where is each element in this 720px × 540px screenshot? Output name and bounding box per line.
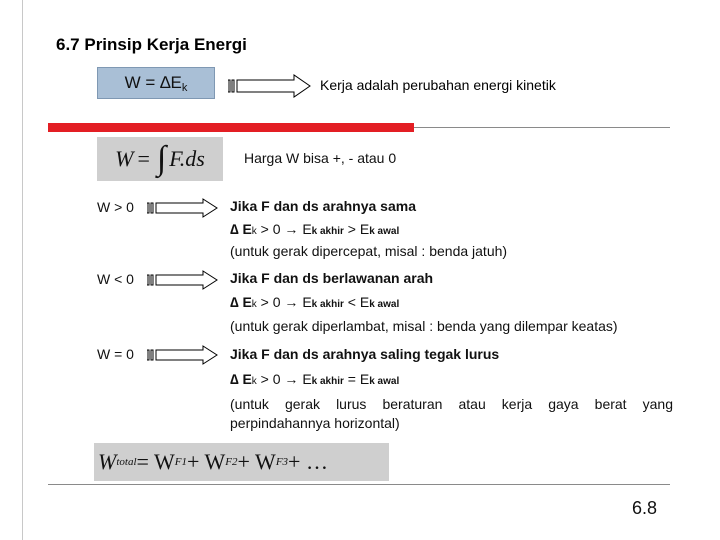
case-heading-positive: Jika F dan ds arahnya sama <box>230 198 416 214</box>
work-energy-box <box>97 67 215 99</box>
case-label-negative: W < 0 <box>97 271 134 287</box>
red-divider-bar <box>48 123 414 132</box>
case-heading-zero: Jika F dan ds arahnya saling tegak lurus <box>230 346 500 362</box>
page-number: 6.8 <box>632 498 658 518</box>
case-label-positive: W > 0 <box>97 199 134 215</box>
total-work-formula: W total = W F1 + W F2 + W F3 + … <box>94 443 389 481</box>
integral-rhs: F.ds <box>169 146 205 171</box>
arrow-right-icon <box>147 345 219 365</box>
case-explanation-positive: (untuk gerak dipercepat, misal : benda jatuh) <box>230 243 508 259</box>
gray-divider-line <box>414 127 670 128</box>
case-explanation-negative: (untuk gerak diperlambat, misal : benda yang dilempar keatas) <box>230 318 618 334</box>
case-label-zero: W = 0 <box>97 346 134 362</box>
integral-eq: = <box>137 146 150 171</box>
case-relation-negative: ∆ Ek > 0 → Ek akhir < Ek awal <box>230 294 400 310</box>
case-heading-negative: Jika F dan ds berlawanan arah <box>230 270 434 286</box>
bottom-divider-line <box>48 484 670 485</box>
case-relation-positive: ∆ Ek > 0 → Ek akhir > Ek awal <box>230 221 400 237</box>
arrow-right-icon <box>228 74 312 98</box>
arrow-right-icon <box>147 198 219 218</box>
sign-note: Harga W bisa +, - atau 0 <box>244 150 397 166</box>
integral-lhs: W <box>115 146 134 171</box>
work-integral-formula <box>97 137 223 181</box>
slide-title: 6.7 Prinsip Kerja Energi <box>56 35 247 54</box>
case-explanation-zero: (untuk gerak lurus beraturan atau kerja gaya berat yang perpindahannya horizontal) <box>230 396 673 431</box>
arrow-right-icon <box>147 270 219 290</box>
work-energy-main: W = ∆E <box>124 73 182 92</box>
left-frame-line <box>22 0 23 540</box>
work-energy-sub: k <box>181 82 188 94</box>
case-relation-zero: ∆ Ek > 0 → Ek akhir = Ek awal <box>230 371 400 387</box>
integral-sign: ∫ <box>156 140 167 177</box>
definition-text: Kerja adalah perubahan energi kinetik <box>320 77 556 93</box>
